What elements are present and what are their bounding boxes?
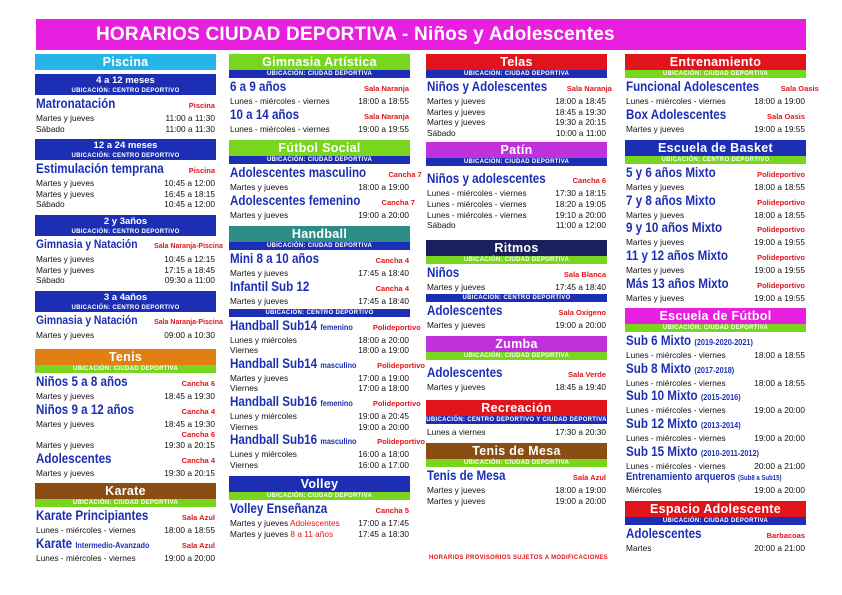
schedule-row: Viernes 16:00 a 17:00 [230, 459, 409, 470]
class-block [426, 78, 612, 138]
schedule-row: Lunes - miércoles - viernes 19:00 a 20:00 [36, 552, 215, 563]
schedule-row: Lunes - miércoles - viernes 19:00 a 20:00 [626, 405, 805, 416]
schedule-row: Lunes - miércoles - viernes 17:30 a 18:15 [427, 188, 606, 199]
class-name: Box Adolescentes [626, 106, 727, 122]
schedule-row: Martes y jueves 17:45 a 18:40 [427, 281, 606, 292]
class-place: Sala Oasis [780, 84, 819, 93]
class-name: Gimnasia y Natación [36, 312, 138, 327]
section-header: Volley [229, 476, 410, 492]
class-name: Sub 10 Mixto (2015-2016) [626, 388, 741, 404]
schedule-row: Sábado 11:00 a 12:00 [427, 220, 606, 231]
section-header: Entrenamiento [625, 54, 806, 70]
class-place: Cancha 7 [381, 197, 415, 207]
schedule-row: Viernes 17:00 a 18:00 [230, 383, 409, 394]
schedule-row: Martes y jueves 18:00 a 18:55 [626, 209, 805, 220]
schedule-row: Lunes - miércoles - viernes 18:00 a 18:55 [626, 377, 805, 388]
class-block [229, 317, 426, 471]
class-block [625, 78, 819, 134]
section-header: Zumba [426, 336, 607, 352]
schedule-row: Martes 20:00 a 21:00 [626, 542, 805, 553]
class-place: Cancha 5 [375, 506, 409, 516]
class-place: Cancha 4 [375, 256, 409, 266]
location-bar: UBICACIÓN: CIUDAD DEPORTIVA [625, 517, 806, 525]
class-place: Sala Naranja [566, 84, 612, 93]
location-bar: UBICACIÓN: CENTRO DEPORTIVO [35, 87, 216, 95]
class-place: Sala Naranja [363, 111, 409, 121]
class-block [35, 507, 216, 563]
schedule-row: Martes y jueves 19:00 a 20:00 [230, 209, 409, 220]
schedule-row: Martes y jueves 19:30 a 20:15 [427, 117, 606, 128]
class-place: Sala Naranja [363, 84, 409, 93]
location-bar: UBICACIÓN: CIUDAD DEPORTIVA [625, 324, 806, 332]
section-header: Piscina [35, 54, 216, 70]
class-name: Estimulación temprana [36, 161, 164, 177]
class-block [426, 166, 607, 230]
section-header: Karate [35, 483, 216, 499]
class-name: 5 y 6 años Mixto [626, 165, 716, 181]
location-bar: UBICACIÓN: CENTRO DEPORTIVO [35, 304, 216, 312]
schedule-row: Lunes - miércoles - viernes 19:00 a 20:00 [626, 432, 805, 443]
schedule-row: Lunes - miércoles - viernes 20:00 a 21:00 [626, 460, 805, 471]
schedule-row: Martes y jueves 16:45 a 18:15 [36, 188, 215, 199]
class-place: Polideportivo [757, 280, 805, 290]
section-escuela-futbol [625, 308, 806, 496]
class-place: Sala Oxígeno [558, 308, 606, 318]
location-bar: UBICACIÓN: CIUDAD DEPORTIVA [229, 156, 410, 164]
schedule-row: Martes y jueves 19:00 a 19:55 [626, 237, 805, 248]
section-header: Telas [426, 54, 607, 70]
class-block [625, 332, 806, 496]
schedule-row: Martes y jueves 19:00 a 20:00 [427, 495, 606, 506]
class-place: Polideportivo [372, 398, 421, 408]
section-header: Ritmos [426, 240, 607, 256]
class-name: Sub 15 Mixto (2010-2011-2012) [626, 443, 759, 459]
schedule-row: Miércoles 19:00 a 20:00 [626, 485, 805, 496]
class-place-row: Cancha 6 [181, 429, 215, 439]
section-tenis [35, 349, 216, 478]
age-subheader: 4 a 12 meses [35, 74, 216, 87]
class-place: Polideportivo [377, 360, 426, 370]
location-bar: UBICACIÓN: CIUDAD DEPORTIVA [426, 459, 607, 467]
class-block [35, 373, 216, 478]
schedule-row: Martes y jueves 19:00 a 19:55 [626, 264, 805, 275]
location-bar: UBICACIÓN: CIUDAD DEPORTIVA [426, 70, 607, 78]
schedule-row: Sábado 11:00 a 11:30 [36, 123, 215, 134]
section-telas [426, 54, 612, 138]
schedule-row: Martes y jueves 18:45 a 19:30 [36, 391, 215, 402]
class-place: Piscina [188, 101, 215, 110]
schedule-row: Martes y jueves 18:00 a 18:55 [626, 182, 805, 193]
section-piscina [35, 54, 223, 340]
schedule-row: Martes y jueves 18:00 a 18:45 [427, 96, 606, 106]
section-header: Escuela de Fútbol [625, 308, 806, 324]
section-zumba [426, 336, 607, 393]
class-place: Cancha 4 [181, 455, 215, 465]
section-header: Recreación [426, 400, 607, 416]
schedule-row: Martes y jueves 18:00 a 19:00 [230, 182, 409, 193]
location-bar: UBICACIÓN: CENTRO DEPORTIVO [625, 156, 806, 164]
class-place: Cancha 4 [375, 283, 409, 293]
schedule-row: Lunes - miércoles - viernes 18:00 a 18:55 [626, 350, 805, 361]
class-block [35, 236, 223, 286]
schedule-row: Martes y jueves 17:00 a 19:00 [230, 372, 409, 383]
location-bar: UBICACIÓN: CIUDAD DEPORTIVA [625, 70, 806, 78]
section-karate [35, 483, 216, 563]
schedule-row: Lunes - miércoles - viernes 18:20 a 19:05 [427, 198, 606, 209]
section-header: Gimnasia Artística [229, 54, 410, 70]
page-title: HORARIOS CIUDAD DEPORTIVA - Niños y Adolescentes [36, 19, 806, 50]
schedule-row: Martes y jueves 18:45 a 19:30 [427, 106, 606, 117]
section-volley [229, 476, 410, 539]
section-header: Handball [229, 226, 410, 242]
schedule-row: Martes y jueves 17:45 a 18:40 [230, 268, 409, 279]
location-bar: UBICACIÓN: CIUDAD DEPORTIVA [35, 499, 216, 507]
class-name: Más 13 años Mixto [626, 275, 729, 291]
section-gimnasia [229, 54, 410, 134]
section-header: Patín [426, 142, 607, 158]
schedule-row: Lunes - miércoles - viernes 18:00 a 19:00 [626, 96, 805, 106]
schedule-row: Martes y jueves 11:00 a 11:30 [36, 113, 215, 123]
class-name: 7 y 8 años Mixto [626, 192, 716, 208]
section-entrenamiento [625, 54, 819, 134]
class-name: 10 a 14 años [230, 106, 300, 122]
section-basket [625, 140, 806, 303]
location-bar: UBICACIÓN: CIUDAD DEPORTIVA [426, 352, 607, 360]
class-name: Tenis de Mesa [427, 468, 506, 484]
class-block [625, 164, 806, 303]
schedule-row: Martes y jueves 17:45 a 18:40 [230, 295, 409, 306]
section-header: Tenis de Mesa [426, 443, 607, 459]
class-name: Matronatación [36, 96, 116, 111]
class-name: Adolescentes [626, 525, 702, 541]
schedule-row: Lunes a viernes 17:30 a 20:30 [427, 426, 606, 437]
column-2 [229, 54, 426, 544]
class-name: Sub 6 Mixto (2019-2020-2021) [626, 333, 753, 349]
location-bar: UBICACIÓN: CENTRO DEPORTIVO [35, 228, 216, 236]
class-place: Cancha 6 [572, 176, 606, 186]
class-place: Polideportivo [757, 225, 805, 235]
location-bar: UBICACIÓN: CENTRO DEPORTIVO Y CIUDAD DEPORTIVA [426, 416, 607, 423]
schedule-row: Martes y jueves 19:00 a 19:55 [626, 292, 805, 303]
class-place: Sala Azul [572, 473, 606, 483]
section-espacio-adolescente [625, 501, 806, 554]
location-bar: UBICACIÓN: CENTRO DEPORTIVO [426, 294, 607, 302]
schedule-row: Martes y jueves 18:00 a 19:00 [427, 485, 606, 496]
schedule-row: Sábado 10:45 a 12:00 [36, 199, 215, 210]
class-place: Sala Naranja-Piscina [154, 318, 223, 326]
schedule-row: Martes y jueves 17:15 a 18:45 [36, 264, 215, 275]
class-name: Adolescentes masculino [230, 165, 367, 181]
class-place: Polideportivo [377, 437, 426, 447]
schedule-row: Martes y jueves 18:45 a 19:30 [36, 418, 215, 429]
class-block [35, 160, 216, 210]
schedule-row: Martes y jueves Adolescentes 17:00 a 17:45 [230, 518, 409, 529]
schedule-row: Lunes - miércoles - viernes 18:00 a 18:55 [230, 96, 409, 106]
column-1 [35, 54, 223, 568]
schedule-row: Sábado 10:00 a 11:00 [427, 127, 606, 138]
location-bar: UBICACIÓN: CIUDAD DEPORTIVA [426, 256, 607, 264]
class-name: Sub 12 Mixto (2013-2014) [626, 415, 741, 431]
schedule-row: Viernes 19:00 a 20:00 [230, 421, 409, 432]
class-name: Karate Principiantes [36, 508, 149, 524]
class-place: Barbacoas [766, 530, 805, 540]
class-block [229, 164, 422, 220]
column-3 [426, 54, 612, 510]
schedule-row: Lunes y miércoles 18:00 a 20:00 [230, 334, 409, 345]
class-name: Volley Enseñanza [230, 501, 328, 517]
class-name: Karate Intermedio-Avanzado [36, 535, 150, 551]
section-ritmos [426, 240, 607, 331]
class-block [35, 312, 223, 341]
section-patin [426, 142, 607, 230]
age-subheader: 2 y 3años [35, 215, 216, 228]
class-place: Polideportivo [757, 252, 805, 262]
class-place: Polideportivo [757, 170, 805, 180]
section-header: Tenis [35, 349, 216, 365]
class-name: Niños y Adolescentes [427, 79, 548, 94]
schedule-row: Martes y jueves 8 a 11 años 17:45 a 18:30 [230, 528, 409, 539]
class-name: Funcional Adolescentes [626, 79, 760, 94]
class-place: Sala Blanca [563, 269, 606, 279]
schedule-row: Lunes y miércoles 19:00 a 20:45 [230, 410, 409, 421]
class-block [229, 500, 410, 539]
class-place: Sala Oasis [767, 111, 805, 121]
location-bar: UBICACIÓN: CIUDAD DEPORTIVA [229, 242, 410, 250]
column-4 [625, 54, 819, 557]
class-name: Niños 9 a 12 años [36, 401, 135, 417]
location-bar: UBICACIÓN: CIUDAD DEPORTIVA [229, 492, 410, 500]
class-name: Entrenamiento arqueros (Sub8 a Sub15) [626, 471, 782, 484]
section-header: Espacio Adolescente [625, 501, 806, 517]
location-bar: UBICACIÓN: CIUDAD DEPORTIVA [229, 70, 410, 78]
class-name: Niños [427, 264, 460, 280]
schedule-row: Lunes - miércoles - viernes 19:00 a 19:55 [230, 123, 409, 134]
class-name: Adolescentes femenino [230, 192, 361, 208]
location-bar: UBICACIÓN: CIUDAD DEPORTIVA [35, 365, 216, 373]
section-futbol-social [229, 140, 422, 220]
schedule-row: Martes y jueves 09:00 a 10:30 [36, 329, 215, 340]
class-name: Niños 5 a 8 años [36, 374, 128, 390]
class-block [426, 360, 607, 393]
schedule-row: Martes y jueves 10:45 a 12:15 [36, 253, 215, 264]
class-block [625, 525, 806, 554]
class-block [426, 424, 607, 438]
class-place: Cancha 4 [181, 406, 215, 416]
class-name: Handball Sub16 femenino [230, 393, 353, 409]
class-name: Mini 8 a 10 años [230, 251, 320, 267]
class-name: Handball Sub14 masculino [230, 355, 357, 371]
class-block [426, 467, 607, 506]
class-place: Piscina [188, 166, 215, 176]
class-block [426, 264, 607, 293]
class-name: Gimnasia y Natación [36, 236, 138, 251]
schedule-row: Martes y jueves 19:00 a 19:55 [626, 123, 805, 134]
schedule-row: Martes y jueves 19:30 a 20:15 [36, 467, 215, 478]
class-name: Infantil Sub 12 [230, 278, 310, 294]
schedule-row: Martes y jueves 19:30 a 20:15 [36, 440, 215, 451]
class-name: Adolescentes [36, 450, 112, 466]
class-place: Cancha 6 [181, 379, 215, 389]
schedule-row: Lunes - miércoles - viernes 19:10 a 20:00 [427, 209, 606, 220]
schedule-row: Viernes 18:00 a 19:00 [230, 345, 409, 356]
class-place: Polideportivo [757, 197, 805, 207]
schedule-row: Martes y jueves 19:00 a 20:00 [427, 320, 606, 331]
class-place: Sala Azul [181, 513, 215, 523]
class-name: Niños y adolescentes [427, 171, 546, 187]
class-name: 11 y 12 años Mixto [626, 247, 728, 263]
schedule-row: Martes y jueves 10:45 a 12:00 [36, 178, 215, 189]
class-place: Polideportivo [372, 322, 421, 332]
section-handball [229, 226, 426, 470]
age-subheader: 12 a 24 meses [35, 139, 216, 152]
schedule-row: Lunes - miércoles - viernes 18:00 a 18:55 [36, 525, 215, 536]
class-block [35, 95, 216, 134]
class-name: 9 y 10 años Mixto [626, 220, 723, 236]
class-block [229, 78, 410, 134]
class-place: Cancha 7 [388, 170, 422, 180]
age-subheader: 3 a 4años [35, 291, 216, 304]
location-bar: UBICACIÓN: CIUDAD DEPORTIVA [426, 158, 607, 166]
class-name: 6 a 9 años [230, 79, 287, 94]
class-block [229, 250, 410, 306]
class-place: Sala Naranja-Piscina [154, 242, 223, 250]
class-name: Handball Sub14 femenino [230, 317, 353, 333]
section-tenis-de-mesa [426, 443, 607, 506]
section-header: Fútbol Social [229, 140, 410, 156]
schedule-row: Sábado 09:30 a 11:00 [36, 275, 215, 286]
class-name: Handball Sub16 masculino [230, 432, 357, 448]
schedule-row: Lunes y miércoles 16:00 a 18:00 [230, 449, 409, 460]
provisional-notice: HORARIOS PROVISORIOS SUJETOS A MODIFICACIONES [429, 555, 608, 561]
section-recreacion [426, 400, 607, 438]
section-header: Escuela de Basket [625, 140, 806, 156]
schedule-row: Martes y jueves 18:45 a 19:40 [427, 381, 606, 392]
class-name: Sub 8 Mixto (2017-2018) [626, 360, 735, 376]
location-bar: UBICACIÓN: CENTRO DEPORTIVO [229, 309, 410, 317]
class-place: Sala Azul [181, 540, 215, 550]
class-place: Sala Verde [568, 369, 606, 379]
class-block [426, 302, 607, 331]
class-name: Adolescentes [427, 364, 503, 380]
location-bar: UBICACIÓN: CENTRO DEPORTIVO [35, 152, 216, 160]
class-name: Adolescentes [427, 303, 503, 319]
